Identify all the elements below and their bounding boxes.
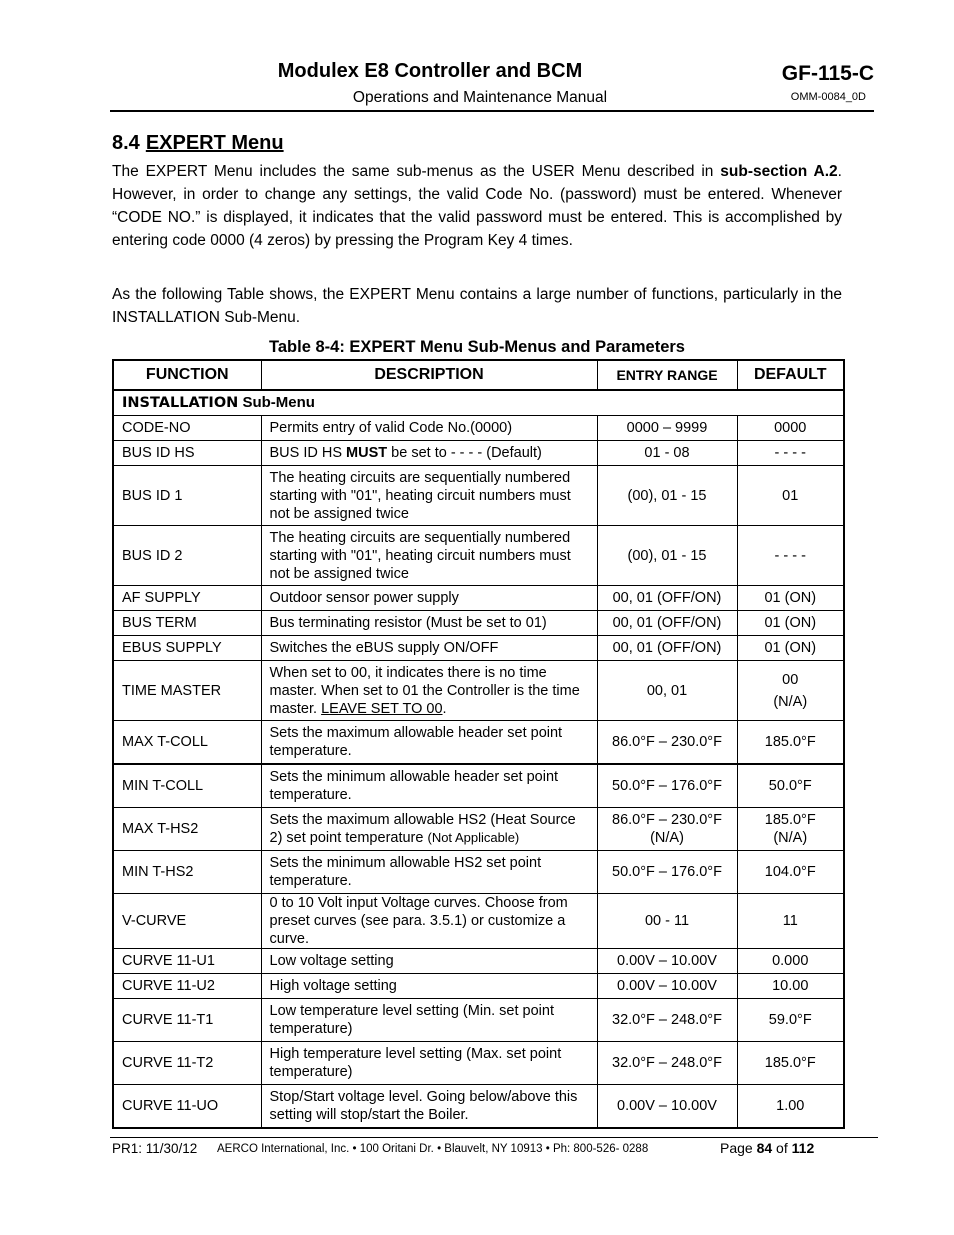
- header-subtitle: Operations and Maintenance Manual: [352, 89, 608, 106]
- cell-range: 0000 – 9999: [597, 416, 737, 441]
- table-row: [113, 416, 844, 441]
- cell-default: 01 (ON): [737, 611, 844, 636]
- range-line: 86.0°F – 230.0°F: [612, 812, 722, 828]
- cell-default: 01 (ON): [737, 586, 844, 611]
- default-line: (N/A): [773, 830, 808, 846]
- cell-function: MIN T-HS2: [113, 851, 261, 894]
- cell-default: 01 (ON): [737, 636, 844, 661]
- cell-description: The heating circuits are sequentially numbered starting with "01", heating circuit numbers must not be assigned twice: [261, 466, 597, 526]
- intro-ref-bold: sub-section A.2: [720, 163, 838, 180]
- cell-function: CURVE 11-T2: [113, 1042, 261, 1085]
- cell-default: 0.000: [737, 949, 844, 974]
- cell-range: (00), 01 - 15: [597, 466, 737, 526]
- cell-default: 50.0°F: [737, 764, 844, 808]
- cell-function: EBUS SUPPLY: [113, 636, 261, 661]
- cell-description: The heating circuits are sequentially numbered starting with "01", heating circuit numbers must not be assigned twice: [261, 526, 597, 586]
- cell-default: - - - -: [737, 526, 844, 586]
- desc-bold: MUST: [346, 445, 388, 461]
- cell-range: 0.00V – 10.00V: [597, 974, 737, 999]
- cell-range: 00, 01 (OFF/ON): [597, 611, 737, 636]
- cell-description: Sets the maximum allowable header set point temperature.: [261, 721, 597, 765]
- cell-function: BUS ID 1: [113, 466, 261, 526]
- table-row: [113, 808, 844, 851]
- default-line: 185.0°F: [764, 812, 816, 828]
- cell-default: 11: [737, 894, 844, 949]
- cell-range: 50.0°F – 176.0°F: [597, 851, 737, 894]
- cell-default: 185.0°F: [737, 1042, 844, 1085]
- table-intro-paragraph: As the following Table shows, the EXPERT Menu contains a large number of functions, particularly in the INSTALLATION Sub-Menu.: [112, 286, 842, 326]
- desc-note: (Not Applicable): [427, 830, 520, 845]
- col-header-default: DEFAULT: [737, 360, 844, 390]
- cell-default: - - - -: [737, 441, 844, 466]
- submenu-name: INSTALLATION: [122, 395, 239, 411]
- table-row: [113, 1042, 844, 1085]
- cell-function: AF SUPPLY: [113, 586, 261, 611]
- desc-part: When set to 00, it indicates there is no time master. When set to 01 the Controller is the time master.: [269, 664, 580, 717]
- cell-function: MAX T-HS2: [113, 808, 261, 851]
- cell-default: 01: [737, 466, 844, 526]
- table-row: [113, 526, 844, 586]
- section-title: [112, 132, 284, 155]
- cell-function: CURVE 11-U1: [113, 949, 261, 974]
- footer-company: AERCO International, Inc. • 100 Oritani Dr. • Blauvelt, NY 10913 • Ph: 800-526- 0288: [217, 1143, 649, 1155]
- desc-part: be set to - - - - (Default): [387, 445, 542, 461]
- cell-function: BUS ID HS: [113, 441, 261, 466]
- cell-description: Bus terminating resistor (Must be set to 01): [261, 611, 597, 636]
- table-row: [113, 466, 844, 526]
- cell-description: Low voltage setting: [261, 949, 597, 974]
- cell-description: Low temperature level setting (Min. set point temperature): [261, 999, 597, 1042]
- cell-range: [597, 808, 737, 851]
- cell-range: 50.0°F – 176.0°F: [597, 764, 737, 808]
- col-header-function: FUNCTION: [113, 360, 261, 390]
- cell-description: Permits entry of valid Code No.(0000): [261, 416, 597, 441]
- cell-default: 185.0°F: [737, 721, 844, 765]
- submenu-suffix: Sub-Menu: [238, 394, 315, 411]
- table-row: [113, 851, 844, 894]
- intro-paragraph: [112, 160, 842, 252]
- table-row: [113, 586, 844, 611]
- document-code: GF-115-C: [781, 62, 874, 85]
- table-row: [113, 894, 844, 949]
- table-row: [113, 949, 844, 974]
- cell-function: BUS TERM: [113, 611, 261, 636]
- table-caption: Table 8-4: EXPERT Menu Sub-Menus and Parameters: [269, 338, 685, 356]
- cell-range: 86.0°F – 230.0°F: [597, 721, 737, 765]
- footer-page: [720, 1140, 814, 1156]
- cell-function: CURVE 11-UO: [113, 1085, 261, 1129]
- table-row: [113, 661, 844, 721]
- cell-description: Outdoor sensor power supply: [261, 586, 597, 611]
- table-header-row: [113, 360, 844, 390]
- cell-default: 59.0°F: [737, 999, 844, 1042]
- cell-description: [261, 808, 597, 851]
- footer-revision: PR1: 11/30/12: [112, 1141, 198, 1156]
- section-title-text: EXPERT Menu: [145, 132, 284, 154]
- desc-part: BUS ID HS: [269, 445, 347, 461]
- header-rule: [110, 110, 874, 112]
- intro-text-2: . However, in order to change any settings, the valid Code No. (password) must be entered. Whenever “CODE NO.” is displayed, it indicates that the valid password must be entered. This is accomplished by entering code 0000 (4 zeros) by pressing the Program Key 4 times.: [112, 163, 842, 249]
- cell-function: TIME MASTER: [113, 661, 261, 721]
- cell-default: 0000: [737, 416, 844, 441]
- cell-description: Stop/Start voltage level. Going below/above this setting will stop/start the Boiler.: [261, 1085, 597, 1129]
- cell-function: CURVE 11-T1: [113, 999, 261, 1042]
- section-number: 8.4: [112, 132, 140, 154]
- cell-function: BUS ID 2: [113, 526, 261, 586]
- cell-function: V-CURVE: [113, 894, 261, 949]
- cell-function: MIN T-COLL: [113, 764, 261, 808]
- expert-menu-table: [112, 359, 845, 1129]
- table-row: [113, 1085, 844, 1129]
- cell-default: [737, 808, 844, 851]
- cell-description: Sets the minimum allowable header set point temperature.: [261, 764, 597, 808]
- cell-function: CODE-NO: [113, 416, 261, 441]
- range-line: (N/A): [650, 830, 684, 846]
- submenu-label: [113, 390, 844, 416]
- cell-range: 0.00V – 10.00V: [597, 1085, 737, 1129]
- col-header-description: DESCRIPTION: [261, 360, 597, 390]
- cell-function: MAX T-COLL: [113, 721, 261, 765]
- cell-default: 10.00: [737, 974, 844, 999]
- cell-description: Sets the minimum allowable HS2 set point temperature.: [261, 851, 597, 894]
- submenu-row: [113, 390, 844, 416]
- cell-range: 01 - 08: [597, 441, 737, 466]
- table-row: [113, 764, 844, 808]
- cell-default: [737, 661, 844, 721]
- cell-description: High voltage setting: [261, 974, 597, 999]
- cell-default: 104.0°F: [737, 851, 844, 894]
- page-total: 112: [791, 1140, 815, 1156]
- table-row: [113, 999, 844, 1042]
- cell-range: 00, 01 (OFF/ON): [597, 636, 737, 661]
- header-title: Modulex E8 Controller and BCM: [277, 60, 583, 82]
- cell-description: [261, 661, 597, 721]
- cell-range: (00), 01 - 15: [597, 526, 737, 586]
- cell-description: Switches the eBUS supply ON/OFF: [261, 636, 597, 661]
- desc-underlined: LEAVE SET TO 00: [321, 700, 443, 717]
- page-label: Page: [720, 1140, 757, 1156]
- cell-range: 00, 01: [597, 661, 737, 721]
- table-row: [113, 611, 844, 636]
- desc-part: .: [442, 700, 447, 717]
- table-row: [113, 974, 844, 999]
- intro-text-1: The EXPERT Menu includes the same sub-menus as the USER Menu described in: [112, 163, 721, 180]
- cell-description: 0 to 10 Volt input Voltage curves. Choose from preset curves (see para. 3.5.1) or customize a curve.: [261, 894, 597, 949]
- table-row: [113, 636, 844, 661]
- cell-range: 00, 01 (OFF/ON): [597, 586, 737, 611]
- cell-description: High temperature level setting (Max. set point temperature): [261, 1042, 597, 1085]
- col-header-entry-range: ENTRY RANGE: [597, 360, 737, 390]
- desc-part: Sets the maximum allowable HS2 (Heat Source 2) set point temperature: [269, 812, 576, 846]
- cell-default: 1.00: [737, 1085, 844, 1129]
- default-line: 00: [782, 671, 799, 688]
- cell-range: 32.0°F – 248.0°F: [597, 999, 737, 1042]
- table-row: [113, 441, 844, 466]
- default-line: (N/A): [773, 693, 808, 710]
- footer-rule: [110, 1137, 878, 1138]
- page-of: of: [772, 1140, 792, 1156]
- cell-function: CURVE 11-U2: [113, 974, 261, 999]
- page-number: 84: [756, 1140, 773, 1156]
- cell-description: [261, 441, 597, 466]
- cell-range: 32.0°F – 248.0°F: [597, 1042, 737, 1085]
- cell-range: 00 - 11: [597, 894, 737, 949]
- document-number: OMM-0084_0D: [790, 91, 866, 103]
- cell-range: 0.00V – 10.00V: [597, 949, 737, 974]
- table-row: [113, 721, 844, 765]
